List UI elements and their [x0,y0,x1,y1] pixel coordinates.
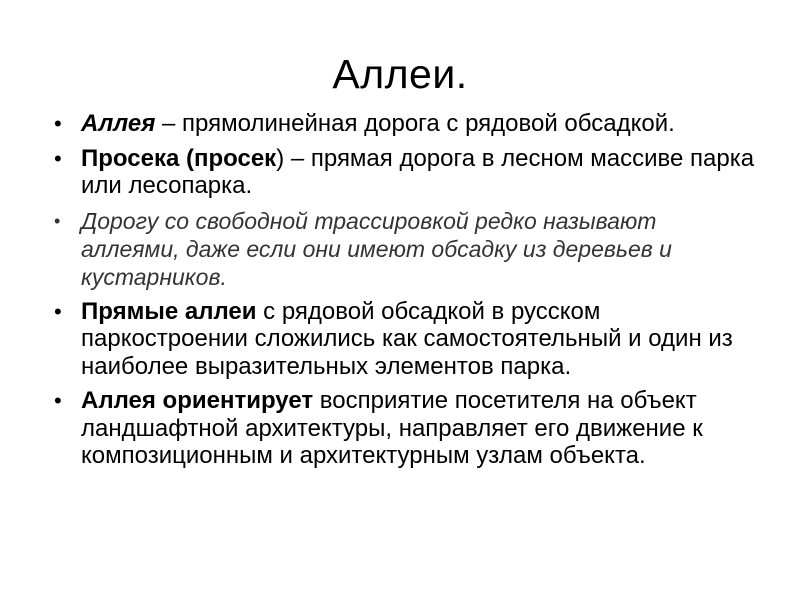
bullet-item-alley-orientation [50,387,760,470]
description-text: с рядовой обсадкой в русском паркостроении сложились как самостоятельный и один из наиболее выразительных элементов парка. [81,297,733,380]
bullet-marker: • [54,145,62,171]
bullet-item-proseka-definition [50,145,760,200]
bullet-marker: • [54,111,62,136]
term-alley-orients: Аллея ориентирует [81,387,314,414]
bullet-marker: • [54,388,62,413]
bullet-item-free-route-note [50,207,760,291]
bullet-marker: • [54,298,62,324]
bullet-item-alley-definition [50,110,760,138]
bullet-marker: • [54,210,61,231]
term-alley: Аллея [81,110,156,137]
definition-text: – прямолинейная дорога с рядовой обсадкой. [155,110,675,137]
description-text: восприятие посетителя на объект ландшафтной архитектуры, направляет его движение к композиционным и архитектурным узлам объекта. [81,387,703,469]
bullet-list [50,110,760,477]
bullet-item-straight-alleys [50,298,760,381]
term-proseka: Просека (просек [81,144,277,172]
definition-text: ) – прямая дорога в лесном массиве парка или лесопарка. [81,144,755,199]
slide-title: Аллеи. [332,51,468,97]
term-straight-alleys: Прямые аллеи [81,297,257,325]
note-text: Дорогу со свободной трассировкой редко называют аллеями, даже если они имеют обсадку из деревьев и кустарников. [81,207,672,290]
